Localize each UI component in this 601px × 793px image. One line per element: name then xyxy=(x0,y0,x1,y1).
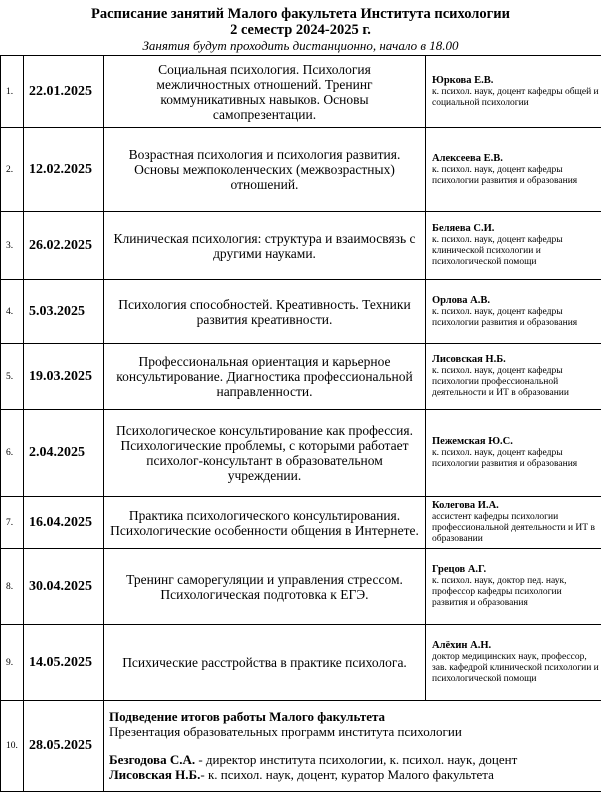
lecturer-cell xyxy=(426,56,601,128)
row-number: 3. xyxy=(1,212,24,280)
lecturer-position: доктор медицинских наук, профессор, зав. кафедрой клинической психологии и психологической помощи xyxy=(432,652,599,684)
row-number: 4. xyxy=(1,280,24,344)
table-row xyxy=(1,410,601,497)
row-number: 9. xyxy=(1,625,24,701)
lecturer-name: Лисовская Н.Б. xyxy=(432,354,506,365)
session-date: 19.03.2025 xyxy=(24,344,104,410)
table-row xyxy=(1,497,601,549)
session-topic: Социальная психология. Психология межличностных отношений. Тренинг коммуникативных навыков. Основы самопрезентации. xyxy=(104,56,426,128)
final-session-details xyxy=(104,701,601,792)
lecturer-cell xyxy=(426,344,601,410)
lecturer-position: ассистент кафедры психологии профессиональной деятельности и ИТ в образовании xyxy=(432,512,595,544)
lecturer-name: Беляева С.И. xyxy=(432,223,495,234)
session-date: 22.01.2025 xyxy=(24,56,104,128)
session-topic: Психологическое консультирование как профессия. Психологические проблемы, с которыми работает психолог-консультант в образовательном учреждении. xyxy=(104,410,426,497)
person-name: Безгодова С.А. xyxy=(109,752,196,767)
lecturer-position: к. психол. наук, доктор пед. наук, профессор кафедры психологии развития и образования xyxy=(432,576,567,608)
table-row xyxy=(1,280,601,344)
lecturer-position: к. психол. наук, доцент кафедры психологии развития и образования xyxy=(432,164,578,186)
session-date: 30.04.2025 xyxy=(24,549,104,625)
table-row xyxy=(1,128,601,212)
lecturer-cell xyxy=(426,212,601,280)
final-person-2 xyxy=(109,768,597,783)
lecturer-cell xyxy=(426,410,601,497)
lecturer-name: Грецов А.Г. xyxy=(432,564,487,575)
person-name: Лисовская Н.Б. xyxy=(109,766,201,782)
schedule-table xyxy=(0,55,601,792)
lecturer-position: к. психол. наук, доцент кафедры психологии развития и образования xyxy=(432,448,578,469)
lecturer-name: Пежемская Ю.С. xyxy=(432,436,513,447)
table-row xyxy=(1,56,601,128)
final-person-1 xyxy=(109,753,597,768)
row-number: 6. xyxy=(1,410,24,497)
person-description: - директор института психологии, к. психол. наук, доцент xyxy=(195,752,518,767)
person-description: - к. психол. наук, доцент, куратор Малого факультета xyxy=(200,766,494,782)
lecturer-cell xyxy=(426,625,601,701)
session-topic: Психические расстройства в практике психолога. xyxy=(104,625,426,701)
table-row xyxy=(1,549,601,625)
spacer xyxy=(109,739,597,753)
document-header xyxy=(0,0,601,53)
page-title: Расписание занятий Малого факультета Института психологии xyxy=(91,6,510,22)
row-number: 1. xyxy=(1,56,24,128)
session-topic: Возрастная психология и психология развития. Основы межпоколенческих (межвозрастных) отношений. xyxy=(104,128,426,212)
lecturer-position: к. психол. наук, доцент кафедры клинической психологии и психологической помощи xyxy=(432,235,563,267)
lecturer-cell xyxy=(426,497,601,549)
session-date: 5.03.2025 xyxy=(24,280,104,344)
lecturer-cell xyxy=(426,549,601,625)
final-session-title: Подведение итогов работы Малого факультета xyxy=(109,709,386,724)
session-date: 16.04.2025 xyxy=(24,497,104,549)
semester-title: 2 семестр 2024-2025 г. xyxy=(230,22,371,38)
lecturer-cell xyxy=(426,128,601,212)
lecturer-name: Орлова А.В. xyxy=(432,294,491,306)
row-number: 7. xyxy=(1,497,24,549)
lecturer-name: Юркова Е.В. xyxy=(432,74,494,86)
session-date: 12.02.2025 xyxy=(24,128,104,212)
session-date: 28.05.2025 xyxy=(24,701,104,792)
lecturer-name: Алёхин А.Н. xyxy=(432,640,492,651)
session-date: 26.02.2025 xyxy=(24,212,104,280)
session-topic: Практика психологического консультирования. Психологические особенности общения в Интернете. xyxy=(104,497,426,549)
row-number: 8. xyxy=(1,549,24,625)
lecturer-name: Алексеева Е.В. xyxy=(432,152,503,164)
lecturer-name: Колегова И.А. xyxy=(432,500,499,511)
table-row xyxy=(1,625,601,701)
table-row-final xyxy=(1,701,601,792)
session-date: 2.04.2025 xyxy=(24,410,104,497)
table-row xyxy=(1,212,601,280)
session-topic: Клиническая психология: структура и взаимосвязь с другими науками. xyxy=(104,212,426,280)
table-row xyxy=(1,344,601,410)
lecturer-position: к. психол. наук, доцент кафедры общей и социальной психологии xyxy=(432,86,599,108)
session-topic: Тренинг саморегуляции и управления стрессом. Психологическая подготовка к ЕГЭ. xyxy=(104,549,426,625)
session-topic: Профессиональная ориентация и карьерное консультирование. Диагностика профессиональной направленности. xyxy=(104,344,426,410)
row-number: 10. xyxy=(1,701,24,792)
lecturer-position: к. психол. наук, доцент кафедры психологии профессиональной деятельности и ИТ в образовании xyxy=(432,366,569,398)
session-topic: Психология способностей. Креативность. Техники развития креативности. xyxy=(104,280,426,344)
schedule-note: Занятия будут проходить дистанционно, начало в 18.00 xyxy=(142,38,459,53)
session-date: 14.05.2025 xyxy=(24,625,104,701)
row-number: 2. xyxy=(1,128,24,212)
final-session-subtitle: Презентация образовательных программ института психологии xyxy=(109,723,462,739)
lecturer-position: к. психол. наук, доцент кафедры психологии развития и образования xyxy=(432,306,578,328)
lecturer-cell xyxy=(426,280,601,344)
row-number: 5. xyxy=(1,344,24,410)
